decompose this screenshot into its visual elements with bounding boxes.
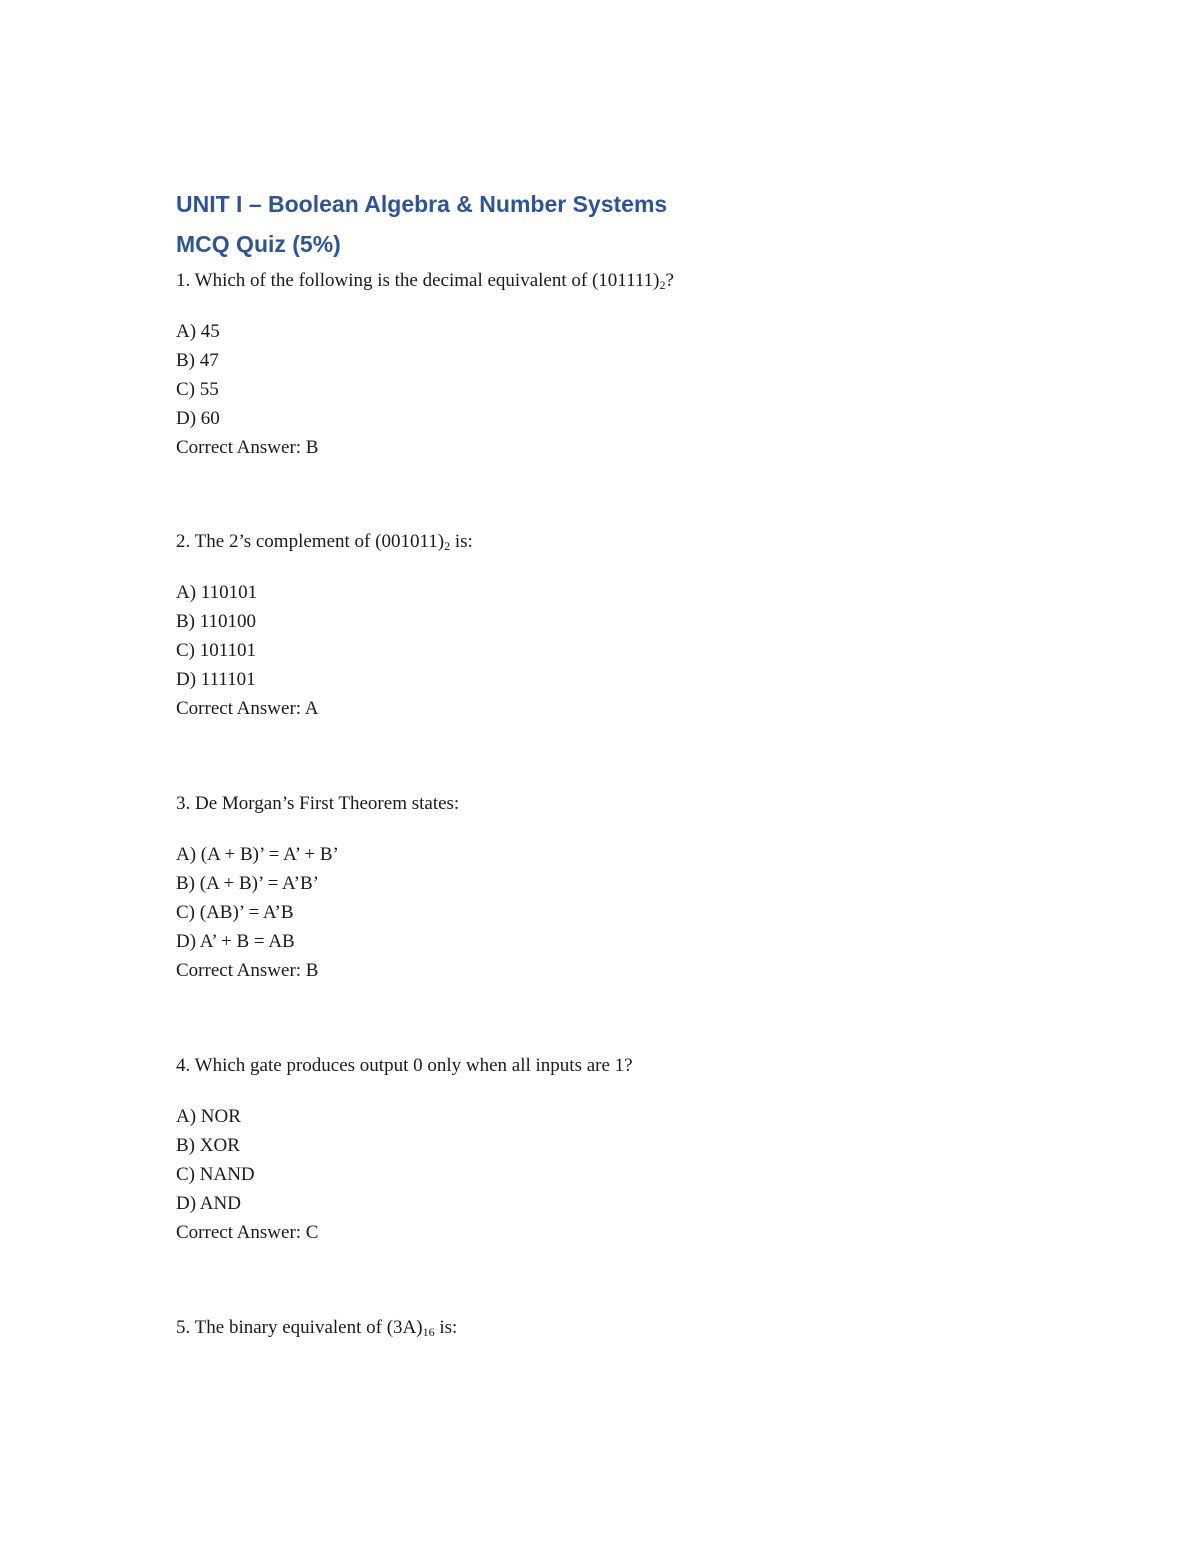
option-a: A) 110101 [176,582,258,603]
correct-answer: Correct Answer: C [176,1222,319,1243]
option-b: B) XOR [176,1135,240,1156]
option-c: C) (AB)’ = A’B [176,902,294,923]
option-a: A) NOR [176,1106,241,1127]
question-text: 1. Which of the following is the decimal equivalent of $(101111)_2$? [176,270,674,292]
subscript: 16 [422,1325,435,1339]
option-a: A) 45 [176,321,220,342]
correct-answer: Correct Answer: B [176,437,319,458]
option-a: A) (A + B)’ = A’ + B’ [176,844,339,865]
question-5 [176,1317,1036,1364]
option-b: B) 47 [176,350,219,371]
subscript: 2 [444,539,451,553]
subscript: 2 [659,278,666,292]
option-d: D) A’ + B = AB [176,931,295,952]
question-3 [176,793,1036,985]
question-2 [176,531,1036,723]
question-text: 5. The binary equivalent of $(3A)_{16}$ is: [176,1317,458,1339]
option-b: B) (A + B)’ = A’B’ [176,873,319,894]
question-1 [176,270,1036,462]
option-b: B) 110100 [176,611,257,632]
option-d: D) AND [176,1193,241,1214]
option-c: C) 55 [176,379,219,400]
question-4 [176,1055,1036,1247]
option-c: C) 101101 [176,640,257,661]
quiz-subtitle: MCQ Quiz (5%) [176,231,341,257]
question-text: 2. The 2’s complement of $(001011)_2$ is: [176,531,473,553]
option-d: D) 111101 [176,669,256,690]
page-title: UNIT I – Boolean Algebra & Number Systems [176,191,668,217]
correct-answer: Correct Answer: B [176,960,319,981]
option-d: D) 60 [176,408,220,429]
question-text: 3. De Morgan’s First Theorem states: [176,793,460,814]
option-c: C) NAND [176,1164,255,1185]
question-text: 4. Which gate produces output 0 only when all inputs are 1? [176,1055,633,1076]
correct-answer: Correct Answer: A [176,698,319,719]
